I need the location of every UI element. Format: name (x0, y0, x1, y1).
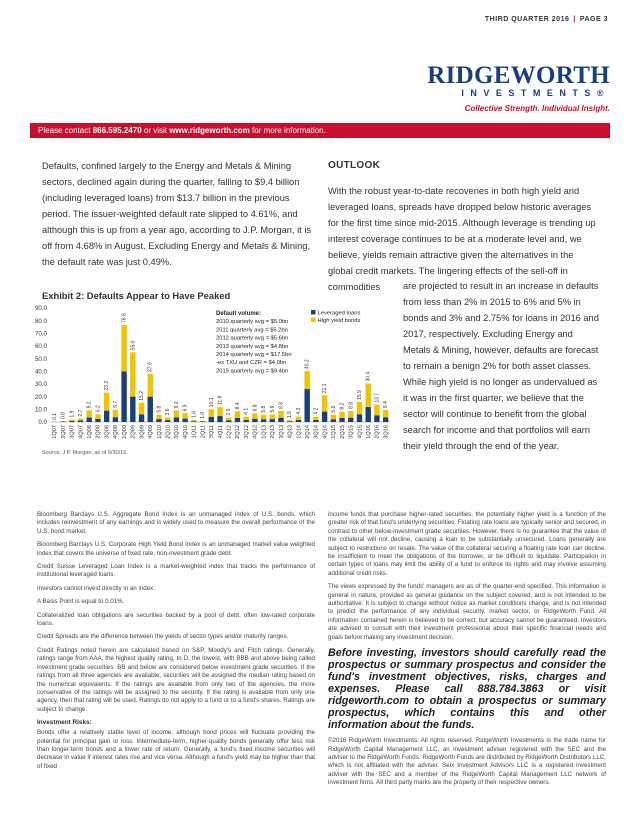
bar-leveraged-loans (182, 419, 187, 422)
data-label: 1.0 (200, 411, 207, 419)
bar-high-yield-bonds (339, 412, 344, 418)
y-tick-label: 80.0 (34, 317, 47, 325)
outlook-heading: OUTLOOK (328, 160, 381, 171)
contact-pre: Please contact (38, 126, 93, 135)
footnote-list (37, 511, 315, 714)
x-tick-label: 1Q08 (87, 425, 94, 439)
bar-leveraged-loans (348, 418, 353, 422)
x-tick-label: 4Q09 (148, 425, 155, 439)
data-label: 15.9 (356, 390, 363, 400)
data-label: 0.1 (51, 412, 58, 420)
y-tick-label: 60.0 (34, 343, 47, 351)
bar-leveraged-loans (243, 420, 248, 422)
bar-high-yield-bonds (191, 420, 196, 421)
data-label: 2.7 (78, 409, 85, 417)
data-label: 8.4 (234, 402, 241, 410)
x-tick-label: 4Q12 (252, 425, 259, 439)
ridgeworth-logo (410, 62, 610, 113)
contact-phone[interactable]: 866.595.2470 (92, 126, 142, 135)
annotation-line: 2011 quarterly avg = $5.2bn (216, 327, 288, 334)
bar-high-yield-bonds (331, 415, 336, 420)
intro-paragraph: Defaults, confined largely to the Energy and Metals & Mining sectors, declined again during the quarter, falling to $9.4 billion (including leveraged loans) from $13.7 billion in the previous period. The issuer-weighted default rate slipped to 4.61%, and although this is up from a year ago, according to J.P. Morgan, it is off from 4.68% in August. Excluding Energy and Metals & Mining, the default rate was just 0.49%. (42, 161, 312, 267)
bar-high-yield-bonds (374, 405, 379, 416)
data-label: 8.8 (278, 401, 285, 409)
bar-leveraged-loans (69, 421, 74, 422)
data-label: 1.6 (191, 411, 198, 418)
x-tick-label: 2Q15 (339, 425, 346, 439)
legend-swatch (311, 318, 316, 323)
bar-high-yield-bonds (87, 410, 92, 417)
data-label: 9.7 (112, 400, 119, 408)
data-label: 37.9 (147, 362, 154, 372)
bar-high-yield-bonds (366, 383, 371, 407)
bar-leveraged-loans (287, 421, 292, 422)
bar-high-yield-bonds (182, 413, 187, 418)
prospectus-callout: Before investing, investors should carefully read the prospectus or summary prospectus and consider the fund's investment objectives, risks, charges and expenses. Please call 888.784.3863 or visit ridgeworth.com to obtain a prospectus or summary prospectus, which contains this and other information about the funds. (328, 647, 606, 732)
data-label: 3.5 (226, 408, 233, 416)
x-tick-label: 1Q12 (226, 425, 233, 439)
bar-high-yield-bonds (287, 420, 292, 421)
x-tick-label: 4Q11 (217, 425, 224, 439)
risks-text: Bonds offer a relatively stable level of income, although bond prices will fluctuate providing the potential for principal gain or loss. Intermediate-term, higher-quality bonds generally offer less risk than longer-term bonds and a lower rate of return. Generally, a fund's fixed income securities will decrease in value if interest rates rise and vice versa. Although a fund's yield may be higher than that of fixed (37, 729, 315, 770)
defaults-chart (28, 298, 398, 468)
x-tick-label: 3Q11 (209, 425, 216, 439)
x-tick-label: 3Q13 (278, 425, 285, 439)
bar-leveraged-loans (304, 389, 309, 422)
footnote-paragraph: income funds that purchase higher-rated securities, the potentially higher yield is a function of the greater risk of that fund's underlying securities. Floating rate loans are typically senior and secured, in contrast to other below-investment grade securities. However, there is no guarantee that the value of the collateral will not decline, causing a loan to be substantially unsecured. Loans generally are subject to restrictions on resale. The value of the collateral securing a floating rate loan can decline, be insufficient to meet the obligations of the borrower, or be difficult to liquidate. Participation in certain types of loans may limit the ability of a fund to enforce its rights and may involve assuming additional credit risks. (328, 511, 606, 577)
tagline: Collective Strength. Individual Insight. (464, 104, 610, 113)
bar-leveraged-loans (95, 419, 100, 422)
x-tick-label: 2Q10 (165, 425, 172, 439)
bar-leveraged-loans (87, 418, 92, 422)
bar-high-yield-bonds (313, 417, 318, 420)
data-label: 3.6 (165, 408, 172, 416)
bar-leveraged-loans (226, 420, 231, 422)
logo-investments: INVESTMENTS® (461, 88, 610, 98)
y-tick-label: 10.0 (34, 406, 47, 414)
footnote-paragraph: Credit Ratings noted herein are calculated based on S&P, Moody's and Fitch ratings. Generally, ratings range from AAA, the highest quality rating, to D, the lowest, with BBB and above being called investment grade securities. BB and below are considered below investment grade securities. If the ratings from all three agencies are available, securities will be assigned the median rating based on the numerical equivalents. If the ratings are available from only two of the agencies, the more conservative of the ratings will be assigned to the security. If the rating is available from only one agency, then that rating will be used. Ratings do not apply to a fund or to a fund's shares. Ratings are subject to change. (37, 646, 315, 713)
data-label: 9.2 (86, 401, 93, 409)
x-tick-label: 1Q07 (52, 425, 59, 439)
bar-high-yield-bonds (113, 410, 118, 417)
footnote-paragraph: Collateralized loan obligations are securities backed by a pool of debt, often low-rated corporate loans. (37, 611, 315, 628)
footnote-list-right (328, 511, 606, 642)
bar-high-yield-bonds (348, 411, 353, 418)
data-label: 0.8 (60, 412, 67, 419)
data-label: 23.2 (104, 380, 111, 391)
data-label: 30.4 (365, 371, 372, 382)
contact-mid: or visit (141, 126, 170, 135)
x-tick-label: 1Q16 (366, 425, 373, 439)
data-label: 4.3 (295, 407, 302, 415)
footnotes-right (328, 511, 606, 793)
bar-leveraged-loans (78, 420, 83, 422)
legend-swatch (311, 310, 316, 315)
y-tick-label: 0.0 (38, 419, 47, 427)
bar-high-yield-bonds (209, 409, 214, 417)
y-tick-label: 20.0 (34, 393, 47, 401)
x-tick-label: 2Q13 (270, 425, 277, 439)
bar-leveraged-loans (217, 416, 222, 422)
annotation-line: 2014 quarterly avg = $17.5bn (216, 352, 292, 358)
y-tick-label: 40.0 (34, 368, 47, 376)
x-tick-label: 3Q08 (104, 425, 111, 439)
annotation-line: 2012 quarterly avg = $5.6bn (216, 335, 289, 342)
data-label: 21.1 (322, 383, 329, 394)
bar-leveraged-loans (209, 417, 214, 422)
y-tick-label: 70.0 (34, 330, 47, 338)
data-label: 9.4 (383, 401, 390, 409)
bar-leveraged-loans (113, 417, 118, 422)
annotation-line: 2013 quarterly avg = $4.8bn (216, 343, 289, 350)
bar-high-yield-bonds (78, 419, 83, 421)
annotation-line: 2015 quarterly avg = $9.4bn (216, 368, 289, 375)
bar-high-yield-bonds (296, 417, 301, 420)
bar-high-yield-bonds (200, 421, 205, 422)
bar-high-yield-bonds (156, 415, 161, 419)
data-label: 8.8 (348, 401, 355, 409)
x-tick-label: 2Q08 (95, 425, 102, 439)
data-label: 1.9 (69, 410, 76, 418)
risks-heading: Investment Risks: (37, 719, 92, 727)
bar-leveraged-loans (130, 397, 135, 422)
bar-high-yield-bonds (252, 413, 257, 418)
x-tick-label: 4Q14 (322, 425, 329, 439)
bar-leveraged-loans (331, 419, 336, 422)
y-tick-label: 90.0 (34, 305, 47, 313)
bar-leveraged-loans (366, 407, 371, 422)
bar-high-yield-bonds (165, 417, 170, 420)
x-tick-label: 3Q12 (243, 425, 250, 439)
bar-high-yield-bonds (121, 325, 126, 371)
x-tick-label: 3Q14 (313, 425, 320, 439)
outlook-paragraph-1: With the robust year-to-date recoveries in both high yield and leveraged loans, spreads have dropped below historic averages for the first time since mid-2015. Although leverage is trending up interest coverage continues to be at a moderate level and, we believe, yields remain attractive given the alternatives in the global credit markets. The lingering effects of the sell-off in commodities (328, 186, 596, 292)
bar-leveraged-loans (252, 419, 257, 422)
data-label: 5.8 (261, 405, 268, 413)
legend-label: Leveraged loans (317, 310, 361, 317)
contact-post: for more information. (249, 126, 326, 135)
bar-high-yield-bonds (243, 417, 248, 420)
annotation-line: -ex TXU and CZR = $4.0bn (216, 360, 287, 367)
x-tick-label: 3Q16 (383, 425, 390, 439)
page-label (485, 16, 608, 23)
x-tick-label: 2Q16 (374, 425, 381, 439)
bar-high-yield-bonds (261, 415, 266, 420)
x-tick-label: 1Q09 (121, 425, 128, 439)
chart-source: Source: J.P. Morgan, as of 9/30/16. (42, 450, 128, 456)
data-label: 6.9 (182, 404, 189, 412)
bar-leveraged-loans (339, 418, 344, 422)
footnote-paragraph: Credit Spreads are the difference between the yields of sector types and/or maturity ranges. (37, 633, 289, 641)
data-label: 5.8 (330, 405, 337, 413)
x-tick-label: 4Q08 (113, 425, 120, 439)
bar-high-yield-bonds (304, 371, 309, 389)
bar-high-yield-bonds (95, 414, 100, 419)
quarter-label: THIRD QUARTER 2016 (484, 16, 570, 23)
bar-high-yield-bonds (139, 403, 144, 415)
x-tick-label: 2Q11 (200, 425, 207, 439)
bar-leveraged-loans (156, 419, 161, 422)
x-tick-label: 3Q07 (69, 425, 76, 439)
bar-leveraged-loans (165, 420, 170, 422)
footnote-paragraph: A Basis Point is equal to 0.01%. (37, 598, 125, 606)
bar-high-yield-bonds (148, 374, 153, 397)
x-tick-label: 2Q07 (60, 425, 67, 439)
data-label: 10.1 (208, 397, 215, 408)
x-tick-label: 4Q10 (182, 425, 189, 439)
bar-high-yield-bonds (69, 420, 74, 421)
data-label: 6.8 (252, 404, 259, 412)
bar-leveraged-loans (322, 412, 327, 422)
x-tick-label: 1Q10 (156, 425, 163, 439)
bar-leveraged-loans (278, 418, 283, 422)
bar-leveraged-loans (174, 417, 179, 422)
x-tick-label: 2Q12 (235, 425, 242, 439)
bar-leveraged-loans (383, 417, 388, 422)
legend-label: High yield bonds (317, 317, 361, 324)
footnotes-left (37, 511, 315, 776)
outlook-paragraph-2: are projected to result in an increase in defaults from less than 2% in 2015 to 6% and 5% in bonds and 3% and 2.75% for loans in 2016 and 2017, respectively. Excluding Energy and Metals & Mining, however, defaults are forecast to remain a benign 2% for both asset classes. While high yield is no longer as undervalued as it was in the first quarter, we believe that the sector will continue to benefit from the global search for income and that portfolios will earn their yield through the end of the year. (403, 281, 599, 451)
exhibit-title: Exhibit 2: Defaults Appear to Have Peaked (42, 290, 231, 301)
annotation-heading: Default volume: (216, 311, 262, 317)
x-tick-label: 3Q09 (139, 425, 146, 439)
y-tick-label: 50.0 (34, 355, 47, 363)
bar-high-yield-bonds (104, 393, 109, 411)
bar-high-yield-bonds (235, 411, 240, 418)
data-label: 4.2 (313, 407, 320, 415)
bar-leveraged-loans (261, 419, 266, 422)
x-tick-label: 4Q13 (287, 425, 294, 439)
bar-high-yield-bonds (278, 411, 283, 418)
footnote-paragraph: Credit Suisse Leveraged Loan Index is a market-weighted index that tracks the performance of institutional leveraged loans. (37, 563, 315, 579)
x-tick-label: 2Q14 (304, 425, 311, 439)
data-label: 6.2 (95, 405, 102, 413)
data-label: 15.2 (139, 391, 146, 401)
copyright: ©2016 RidgeWorth Investments. All rights reserved. RidgeWorth Investments is the trade name for RidgeWorth Capital Management LLC, an investment adviser registered with the SEC and the adviser to the RidgeWorth Funds. RidgeWorth Funds are distributed by RidgeWorth Distributors LLC, which is not affiliated with the adviser. Seix Investment Advisors LLC is a registered investment adviser with the SEC and a member of the RidgeWorth Capital Management LLC network of investment firms. All third party marks are the property of their respective owners. (328, 737, 606, 787)
x-tick-label: 2Q09 (130, 425, 137, 439)
data-label: 9.2 (173, 401, 180, 409)
x-tick-label: 1Q14 (296, 425, 303, 439)
bar-high-yield-bonds (174, 410, 179, 417)
x-tick-label: 4Q07 (78, 425, 85, 439)
x-tick-label: 1Q13 (261, 425, 268, 439)
bar-leveraged-loans (104, 411, 109, 422)
annotation-line: 2010 quarterly avg = $5.0bn (216, 319, 289, 326)
bar-high-yield-bonds (60, 421, 65, 422)
footnote-paragraph: Bloomberg Barclays U.S. Aggregate Bond Index is an unmanaged index of U.S. bonds, which includes reinvestment of any earnings and is widely used to measure the overall performance of the U.S. bond market. (37, 511, 315, 535)
x-tick-label: 4Q15 (357, 425, 364, 439)
bar-leveraged-loans (200, 421, 205, 422)
bar-leveraged-loans (357, 414, 362, 422)
bar-leveraged-loans (296, 420, 301, 422)
bar-leveraged-loans (121, 371, 126, 422)
bar-leveraged-loans (148, 397, 153, 422)
bar-leveraged-loans (374, 415, 379, 422)
bar-high-yield-bonds (357, 402, 362, 414)
data-label: 5.9 (269, 405, 276, 413)
data-label: 8.2 (339, 402, 346, 410)
logo-name: RIDGEWORTH (427, 62, 610, 89)
page-number: PAGE 3 (579, 16, 608, 23)
x-tick-label: 1Q15 (331, 425, 338, 439)
data-label: 11.8 (217, 395, 224, 406)
x-tick-label: 3Q15 (348, 425, 355, 439)
y-tick-label: 30.0 (34, 381, 47, 389)
data-label: 4.1 (243, 407, 250, 415)
footnote-paragraph: The views expressed by the funds' managers are as of the quarter-end specified. This information is general in nature, provided as general guidance on the subject covered, and is not intended to be authoritative. It is subject to change without notice as market conditions change, and is not intended to predict the performance of any individual security, market sector, or RidgeWorth Fund. All information contained herein is believed to be correct, but accuracy cannot be guaranteed. Investors are advised to consult with their investment professional about their specific financial needs and goals before making any investment decision. (328, 583, 606, 641)
data-label: 13.7 (374, 392, 381, 403)
data-label: 76.6 (121, 313, 128, 323)
data-label: 55.0 (130, 340, 137, 351)
bar-high-yield-bonds (322, 395, 327, 411)
data-label: 1.5 (287, 411, 294, 419)
bar-high-yield-bonds (130, 352, 135, 396)
x-tick-label: 1Q11 (191, 425, 198, 439)
bar-leveraged-loans (270, 419, 275, 422)
bar-high-yield-bonds (217, 407, 222, 416)
bar-high-yield-bonds (383, 410, 388, 417)
bar-leveraged-loans (235, 418, 240, 422)
footnote-paragraph: Bloomberg Barclays U.S. Corporate High Yield Bond Index is an unmanaged market value weighted index that covers the universe of fixed rate, non-investment grade debt. (37, 541, 315, 557)
data-label: 40.2 (304, 359, 311, 370)
bar-leveraged-loans (313, 420, 318, 422)
bar-high-yield-bonds (226, 418, 231, 421)
bar-high-yield-bonds (270, 415, 275, 420)
footnote-paragraph: Investors cannot invest directly in an index. (37, 584, 155, 592)
data-label: 5.8 (156, 405, 163, 413)
x-tick-label: 3Q10 (174, 425, 181, 439)
contact-url-link[interactable]: www.ridgeworth.com (169, 126, 250, 135)
page-separator: | (573, 16, 576, 23)
contact-bar (30, 123, 610, 138)
bar-leveraged-loans (191, 421, 196, 422)
bar-leveraged-loans (139, 414, 144, 422)
